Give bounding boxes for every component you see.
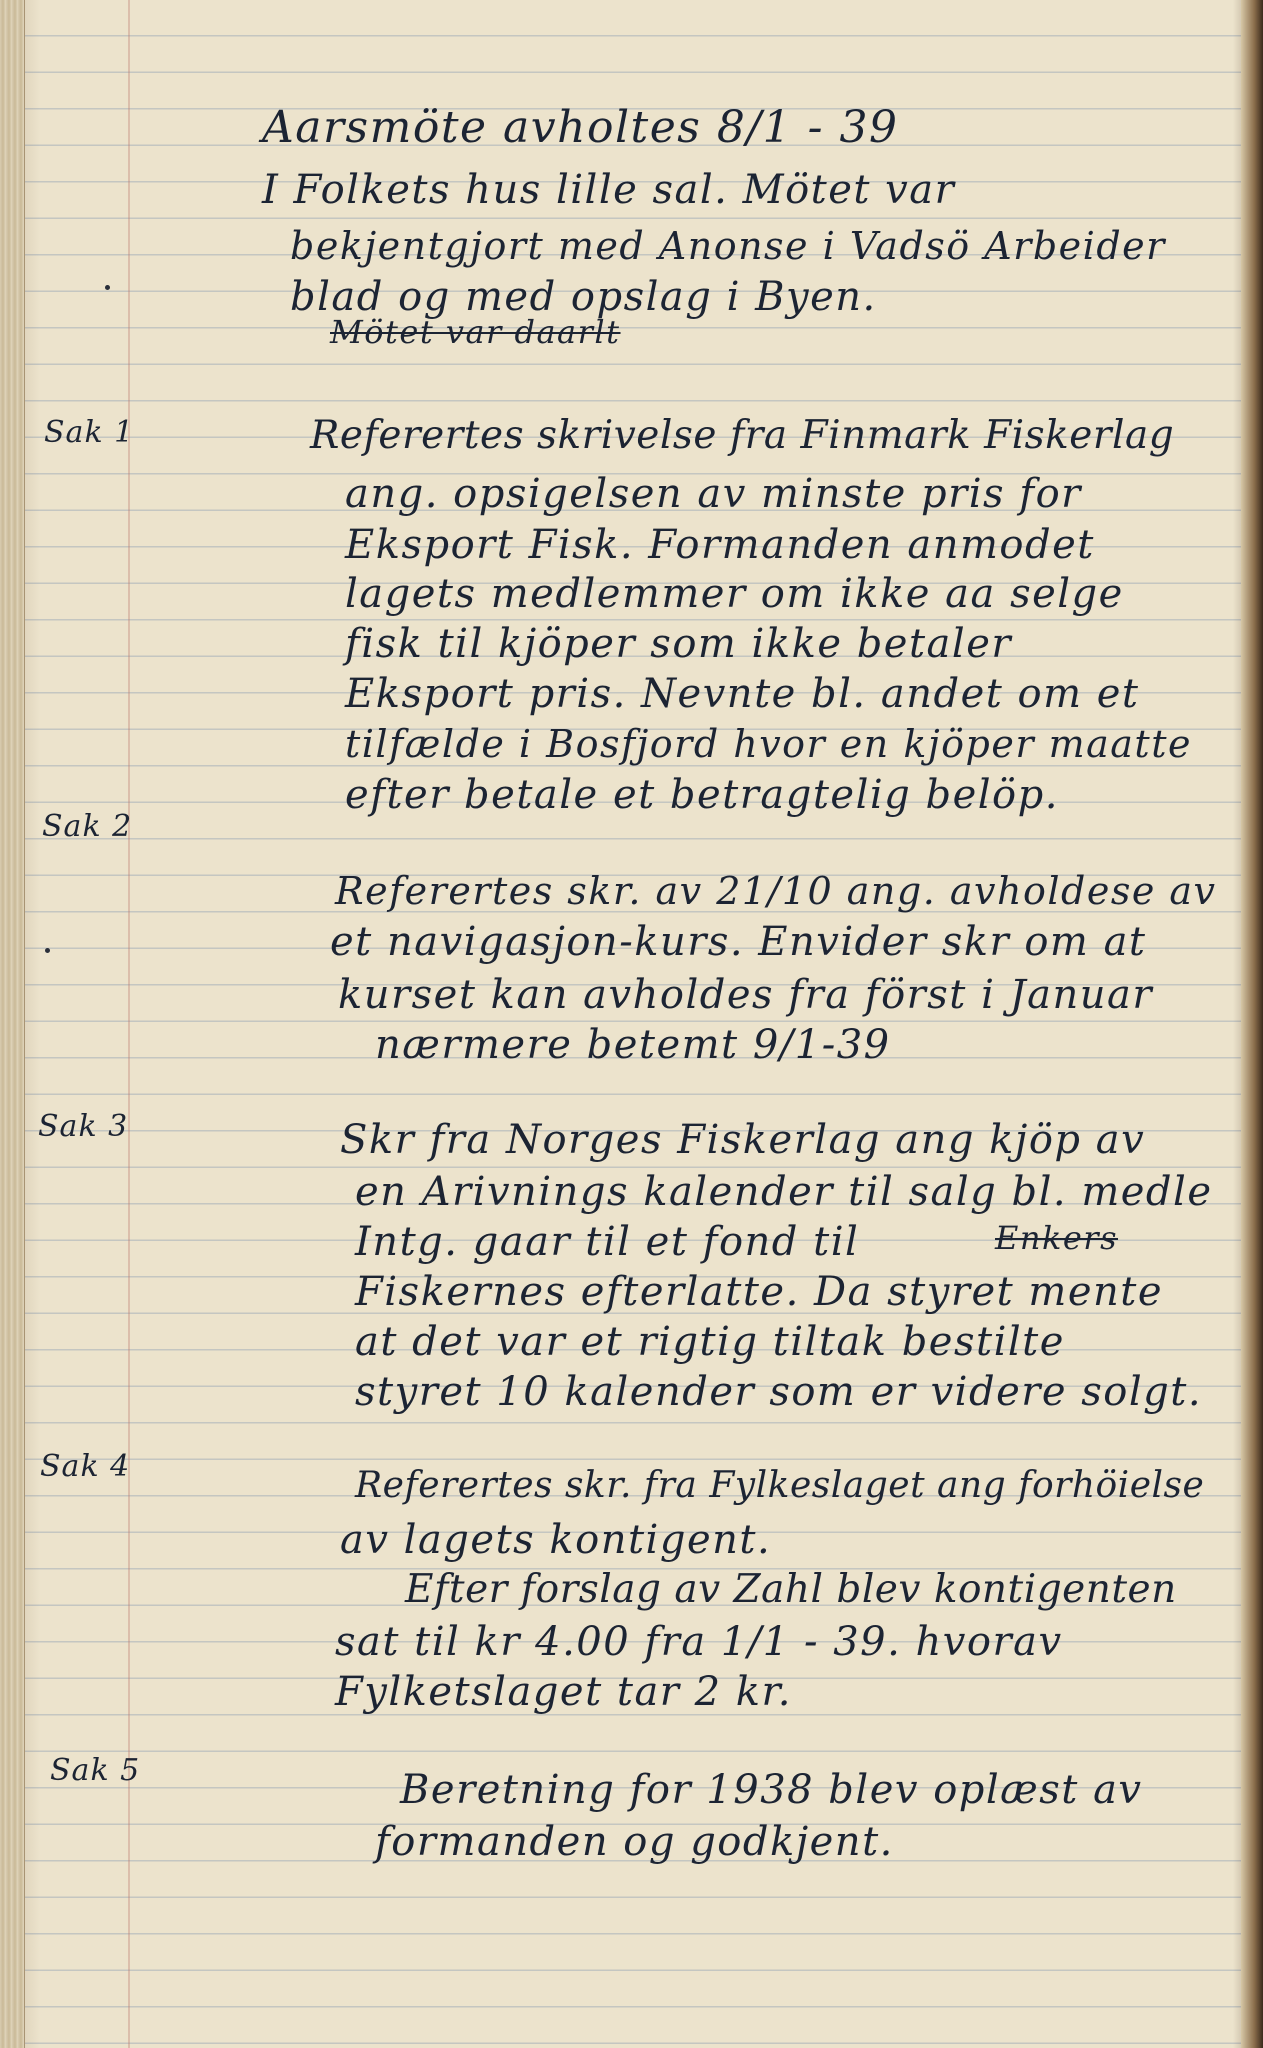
sak-4-line-5: Fylketslaget tar 2 kr. [335,1669,792,1715]
header-line-3: bekjentgjort med Anonse i Vadsö Arbeider [290,224,1166,268]
sak-2-line-1: Referertes skr. av 21/10 ang. avholdese av [335,869,1217,913]
sak-3-line-6: styret 10 kalender som er videre solgt. [355,1369,1203,1415]
sak-4-line-3: Efter forslag av Zahl blev kontigenten [405,1567,1177,1612]
ink-dot [105,285,110,290]
sak-3-line-1: Skr fra Norges Fiskerlag ang kjöp av [340,1117,1146,1163]
item-label-sak-2: Sak 2 [42,809,133,844]
sak-1-line-4: lagets medlemmer om ikke aa selge [345,571,1124,617]
page-left-edge [0,0,25,2048]
header-line-4: blad og med opslag i Byen. [290,274,877,320]
sak-2-line-4: nærmere betemt 9/1-39 [375,1022,891,1068]
ink-dot [45,948,50,953]
sak-3-line-5: at det var et rigtig tiltak bestilte [355,1319,1065,1365]
sak-3-struck-word: Enkers [995,1219,1119,1257]
sak-1-line-5: fisk til kjöper som ikke betaler [345,621,1012,667]
item-label-sak-1: Sak 1 [44,415,135,450]
sak-3-line-4: Fiskernes efterlatte. Da styret mente [355,1269,1164,1315]
sak-5-line-2: formanden og godkjent. [375,1819,894,1865]
margin-rule [128,0,130,2048]
sak-3-line-3: Intg. gaar til et fond til [355,1219,860,1265]
sak-1-line-6: Eksport pris. Nevnte bl. andet om et [345,671,1140,717]
sak-1-line-7: tilfælde i Bosfjord hvor en kjöper maatte [345,722,1192,766]
sak-1-line-8: efter betale et betragtelig belöp. [345,772,1059,818]
header-line-1: Aarsmöte avholtes 8/1 - 39 [262,102,899,153]
header-line-2: I Folkets hus lille sal. Mötet var [262,167,956,213]
sak-1-line-2: ang. opsigelsen av minste pris for [345,471,1082,517]
header-struck-line: Mötet var daarlt [330,313,621,351]
sak-1-line-3: Eksport Fisk. Formanden anmodet [345,522,1095,568]
item-label-sak-3: Sak 3 [38,1109,129,1144]
sak-1-line-1: Referertes skrivelse fra Finmark Fiskerlag [310,413,1175,458]
sak-4-line-1: Referertes skr. fra Fylkeslaget ang forhöielse [355,1465,1205,1506]
sak-4-line-4: sat til kr 4.00 fra 1/1 - 39. hvorav [335,1619,1063,1665]
sak-5-line-1: Beretning for 1938 blev oplæst av [400,1767,1143,1813]
sak-2-line-2: et navigasjon-kurs. Envider skr om at [330,919,1147,965]
item-label-sak-4: Sak 4 [40,1449,131,1484]
sak-2-line-3: kurset kan avholdes fra först i Januar [338,972,1153,1018]
sak-3-line-2: en Arivnings kalender til salg bl. medle [355,1169,1213,1215]
item-label-sak-5: Sak 5 [50,1753,141,1788]
sak-4-line-2: av lagets kontigent. [340,1517,772,1563]
book-binding-edge [1241,0,1263,2048]
